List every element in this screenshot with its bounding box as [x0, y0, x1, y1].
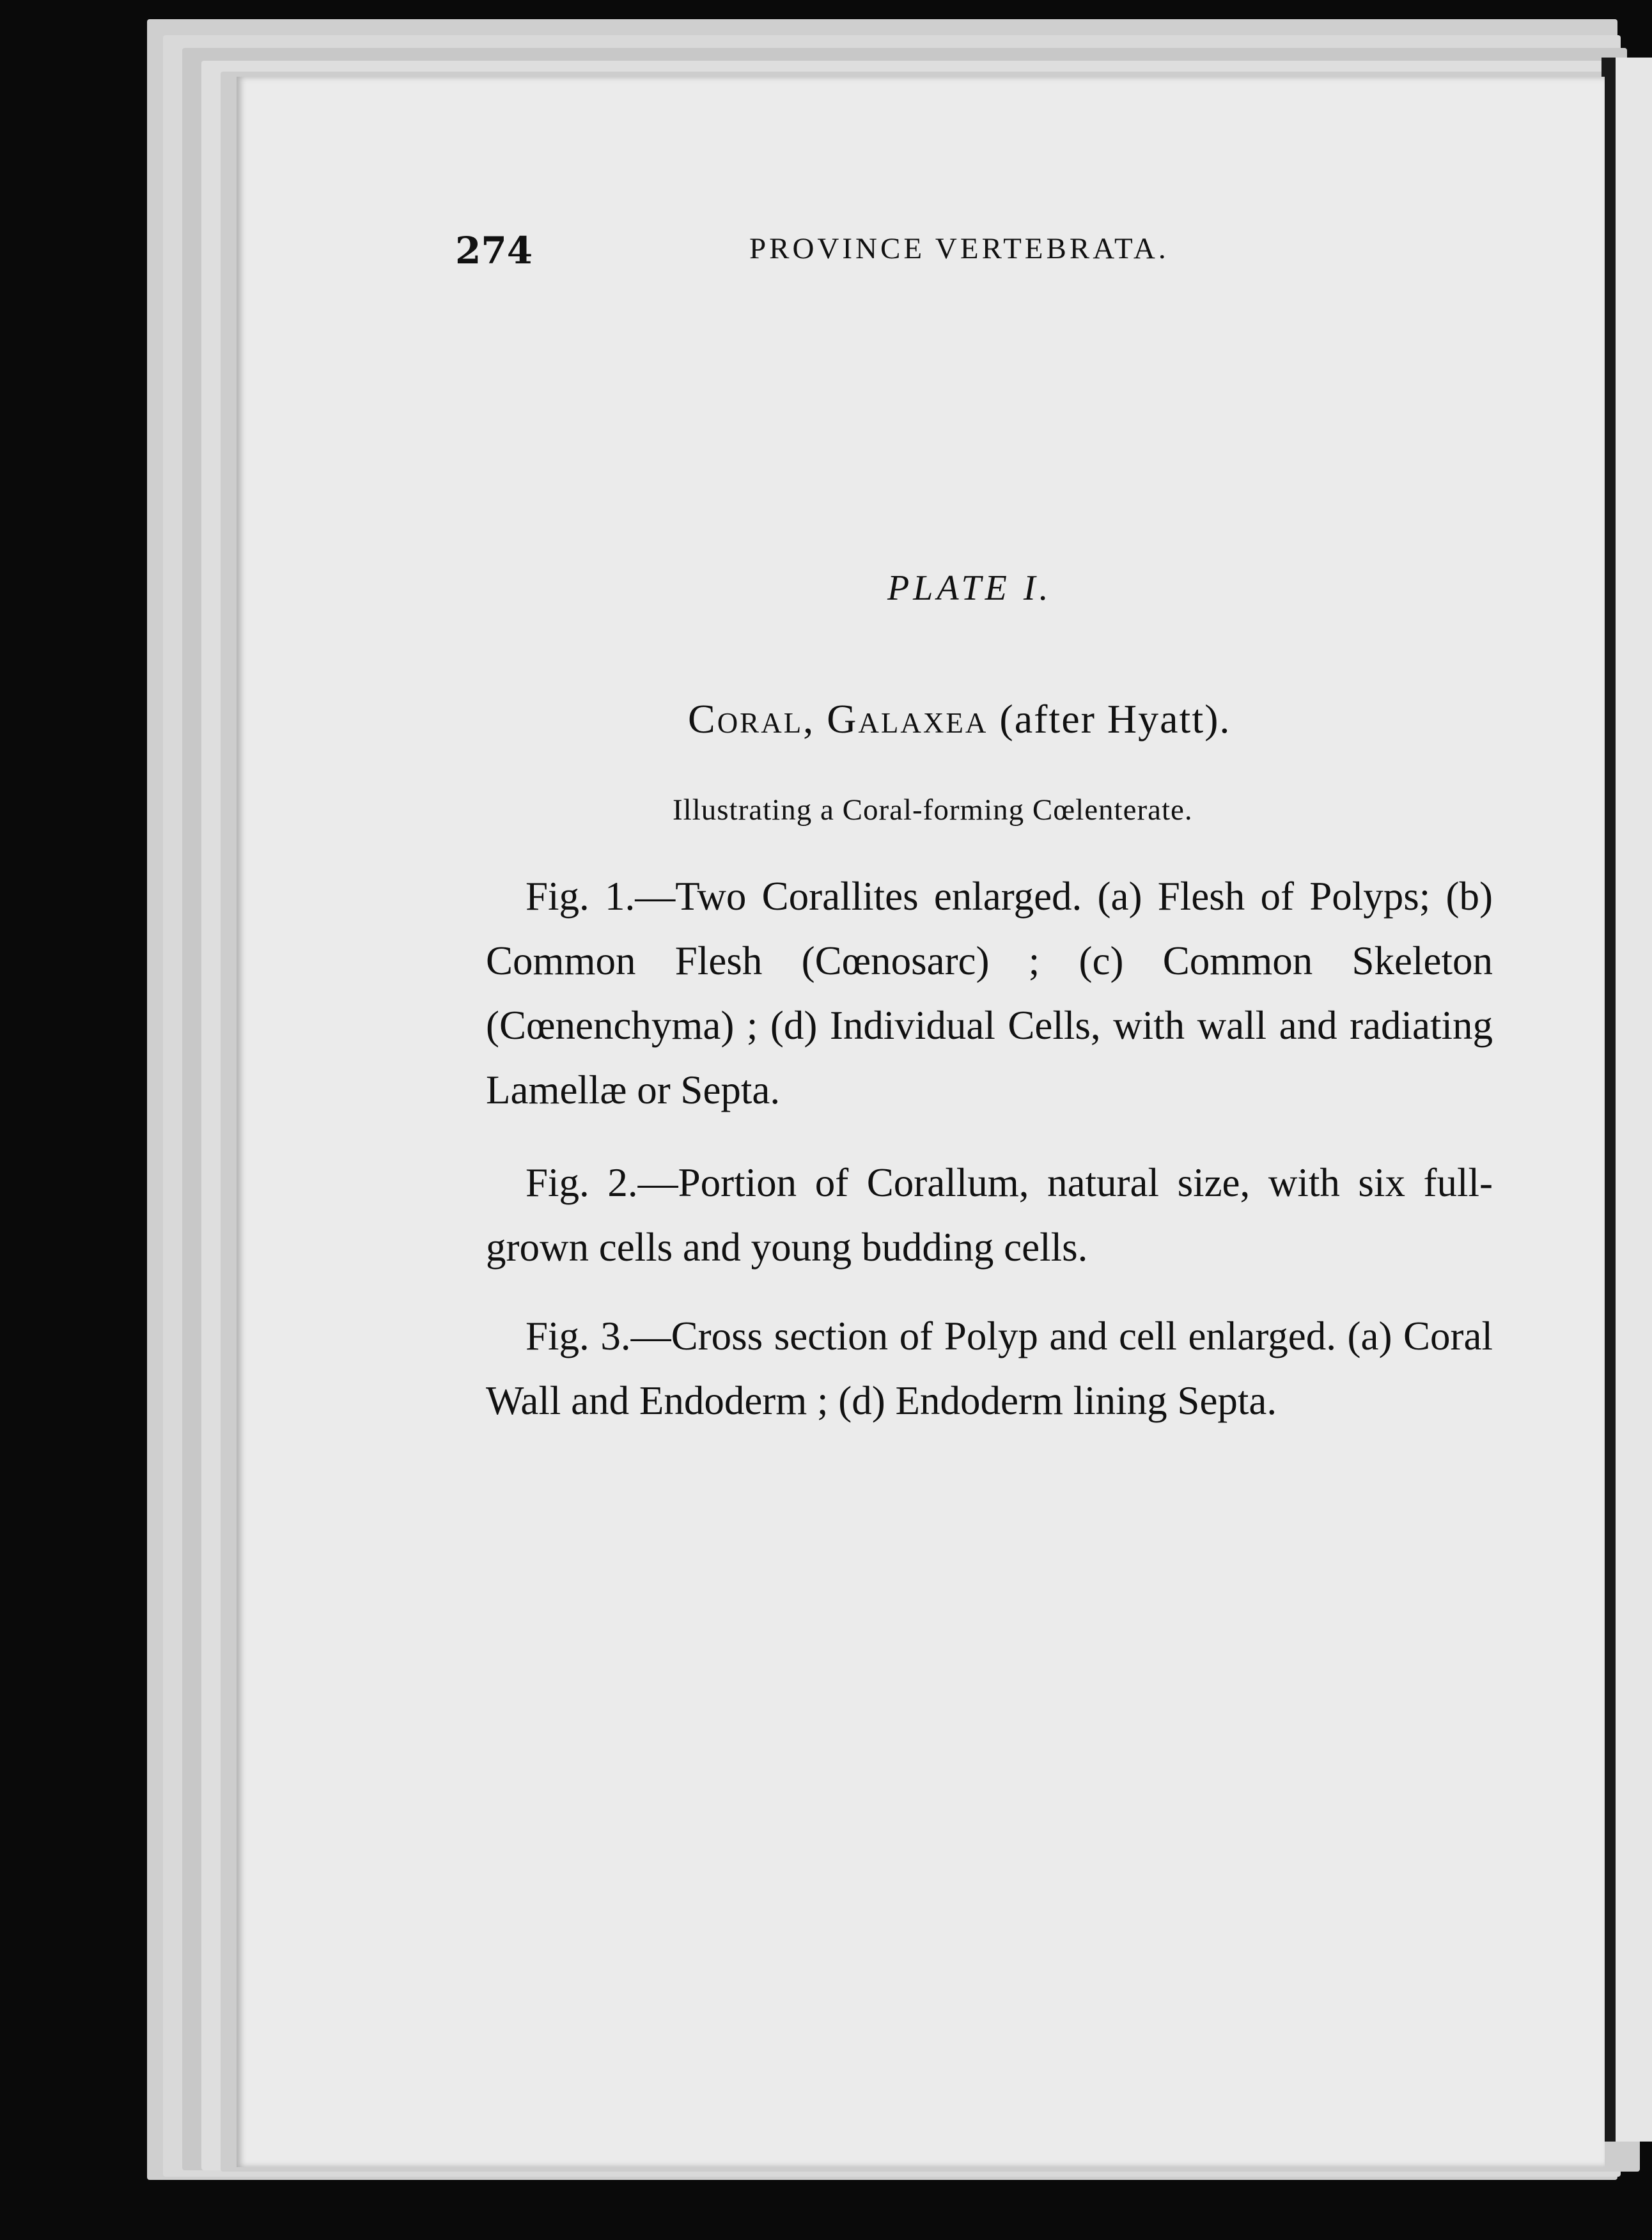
figure-caption-3 — [486, 1304, 1493, 1433]
running-head: PROVINCE VERTEBRATA. — [749, 232, 1169, 265]
coral-title-genus: Galaxea — [827, 696, 988, 742]
figure-caption-2 — [486, 1151, 1493, 1280]
figure-lead: Fig. 3. — [526, 1314, 631, 1358]
figure-text: —Two Corallites enlarged. (a) Flesh of Polyps; (b) Common Flesh (Cœnosarc) ; (c) Common Skeleton (Cœnenchyma) ; (d) Individual Cells, with wall and radiating Lamellæ or Septa. — [486, 874, 1493, 1112]
plate-title: PLATE I. — [887, 568, 1052, 608]
coral-title-attribution: (after Hyatt). — [999, 696, 1231, 742]
figure-lead: Fig. 2. — [526, 1160, 638, 1205]
figure-lead: Fig. 1. — [526, 874, 635, 919]
facing-page-edge — [1616, 58, 1652, 2142]
coral-title-word: Coral, — [688, 696, 816, 742]
figure-text: —Portion of Corallum, natural size, with six full-grown cells and young budding cells. — [486, 1160, 1493, 1270]
figure-text: —Cross section of Polyp and cell enlarged. (a) Coral Wall and Endoderm ; (d) Endoderm lining Septa. — [486, 1314, 1493, 1423]
page-number: 274 — [455, 229, 533, 272]
figure-caption-1 — [486, 864, 1493, 1123]
plate-subtitle: Illustrating a Coral-forming Cœlenterate. — [673, 793, 1193, 827]
coral-title — [688, 696, 1231, 743]
